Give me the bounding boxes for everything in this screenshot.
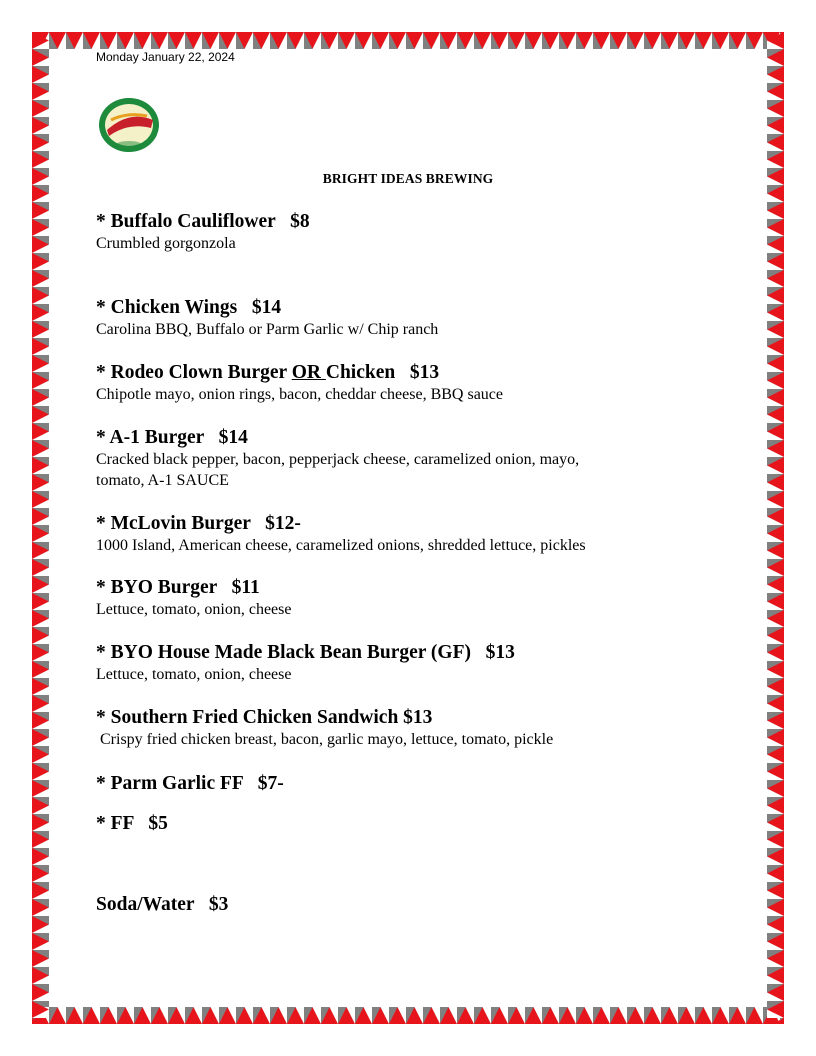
menu-item-title: * BYO Burger $11 xyxy=(96,577,260,598)
menu-item-title: * Chicken Wings $14 xyxy=(96,297,282,318)
menu-item-desc: Crumbled gorgonzola xyxy=(96,235,236,252)
menu-item-desc: Cracked black pepper, bacon, pepperjack cheese, caramelized onion, mayo, xyxy=(96,451,580,468)
menu-item-byo-burger xyxy=(96,577,291,620)
menu-item-title: * Parm Garlic FF $7- xyxy=(96,773,284,794)
venue-name: BRIGHT IDEAS BREWING xyxy=(322,171,494,186)
menu-item-a1-burger xyxy=(96,427,579,491)
menu-item-mclovin-burger xyxy=(96,513,586,556)
menu-item-desc: Crispy fried chicken breast, bacon, garlic mayo, lettuce, tomato, pickle xyxy=(96,731,554,748)
menu-item-title: * FF $5 xyxy=(96,813,168,834)
restaurant-logo xyxy=(97,96,161,154)
menu-item-desc: Chipotle mayo, onion rings, bacon, cheddar cheese, BBQ sauce xyxy=(96,386,503,403)
title-part: Chicken $13 xyxy=(325,362,440,383)
menu-item-ff xyxy=(96,813,168,835)
menu-item-title: * Southern Fried Chicken Sandwich $13 xyxy=(96,707,433,728)
title-part: * Rodeo Clown Burger xyxy=(96,362,292,383)
menu-item-title: * BYO House Made Black Bean Burger (GF) $13 xyxy=(96,642,515,663)
menu-item-rodeo-clown xyxy=(96,362,503,405)
menu-item-desc: 1000 Island, American cheese, caramelized onions, shredded lettuce, pickles xyxy=(96,537,586,554)
menu-item-chicken-wings xyxy=(96,297,438,340)
menu-item-buffalo-cauliflower xyxy=(96,211,310,254)
menu-item-parm-garlic-ff xyxy=(96,773,284,795)
menu-item-title: * A-1 Burger $14 xyxy=(96,427,248,448)
menu-item-title xyxy=(96,362,503,384)
date-line: Monday January 22, 2024 xyxy=(96,50,235,64)
menu-item-title: * McLovin Burger $12- xyxy=(96,513,301,534)
menu-item-desc-line2: tomato, A-1 SAUCE xyxy=(96,472,229,489)
menu-item-black-bean-burger xyxy=(96,642,515,685)
menu-item-soda-water xyxy=(96,894,228,916)
title-underlined-or: OR xyxy=(291,362,326,383)
menu-item-desc: Carolina BBQ, Buffalo or Parm Garlic w/ Chip ranch xyxy=(96,321,439,338)
menu-item-title: * Buffalo Cauliflower $8 xyxy=(96,211,310,232)
menu-item-southern-fried-chicken xyxy=(96,707,553,750)
menu-item-desc: Lettuce, tomato, onion, cheese xyxy=(96,601,292,618)
menu-item-desc: Lettuce, tomato, onion, cheese xyxy=(96,666,292,683)
menu-item-title: Soda/Water $3 xyxy=(96,894,229,915)
